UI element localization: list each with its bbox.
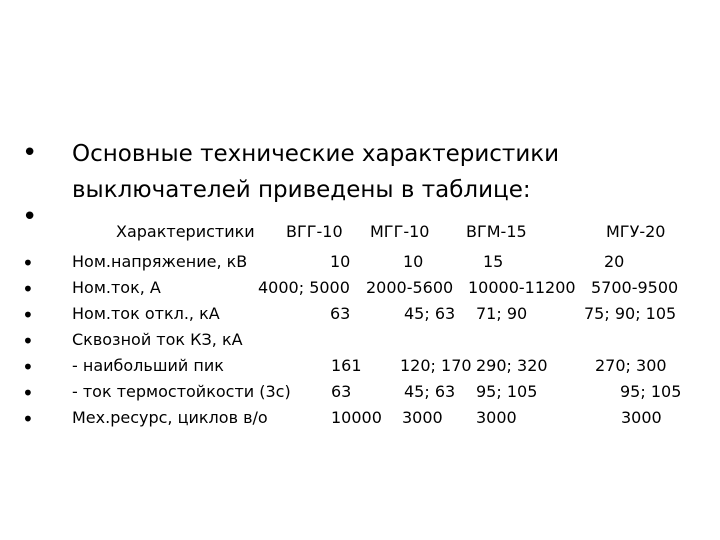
header-vgg10: ВГГ-10 [286, 222, 343, 241]
table-cell: 45; 63 [404, 382, 456, 401]
table-cell: 71; 90 [476, 304, 528, 323]
bullet-icon: • [22, 277, 34, 301]
table-cell: 290; 320 [476, 356, 548, 375]
bullet-icon: • [22, 329, 34, 353]
bullet-icon: • [22, 251, 34, 275]
header-mgu20: МГУ-20 [606, 222, 666, 241]
table-cell: 10000-11200 [468, 278, 576, 297]
table-cell: 161 [331, 356, 362, 375]
table-cell: 120; 170 [400, 356, 472, 375]
table-cell: 20 [604, 252, 625, 271]
table-cell: 10 [330, 252, 351, 271]
bullet-icon: • [22, 407, 34, 431]
table-cell: 270; 300 [595, 356, 667, 375]
table-row-label: Мех.ресурс, циклов в/о [72, 408, 268, 427]
table-cell: 15 [483, 252, 504, 271]
table-row-label: - ток термостойкости (3с) [72, 382, 291, 401]
bullet-icon: • [22, 303, 34, 327]
bullet-icon: • [22, 202, 38, 232]
table-cell: 75; 90; 105 [584, 304, 677, 323]
table-cell: 63 [330, 304, 351, 323]
table-cell: 3000 [621, 408, 662, 427]
table-cell: 10000 [331, 408, 382, 427]
table-row-label: Ном.ток, А [72, 278, 161, 297]
bullet-icon: • [22, 381, 34, 405]
table-row-label: - наибольший пик [72, 356, 224, 375]
table-cell: 4000; 5000 [258, 278, 350, 297]
table-row-label: Ном.напряжение, кВ [72, 252, 248, 271]
bullet-icon: • [22, 138, 38, 168]
table-cell: 5700-9500 [591, 278, 679, 297]
table-cell: 2000-5600 [366, 278, 454, 297]
table-cell: 45; 63 [404, 304, 456, 323]
table-row-label: Сквозной ток КЗ, кА [72, 330, 243, 349]
table-cell: 63 [331, 382, 352, 401]
bullet-icon: • [22, 355, 34, 379]
header-characteristics: Характеристики [116, 222, 255, 241]
header-vgm15: ВГМ-15 [466, 222, 527, 241]
intro-text: Основные технические характеристики выключателей приведены в таблице: [72, 141, 560, 203]
table-row-label: Ном.ток откл., кА [72, 304, 220, 323]
table-cell: 3000 [476, 408, 517, 427]
table-cell: 95; 105 [476, 382, 538, 401]
header-mgg10: МГГ-10 [370, 222, 430, 241]
table-cell: 10 [403, 252, 424, 271]
table-cell: 95; 105 [620, 382, 682, 401]
table-cell: 3000 [402, 408, 443, 427]
